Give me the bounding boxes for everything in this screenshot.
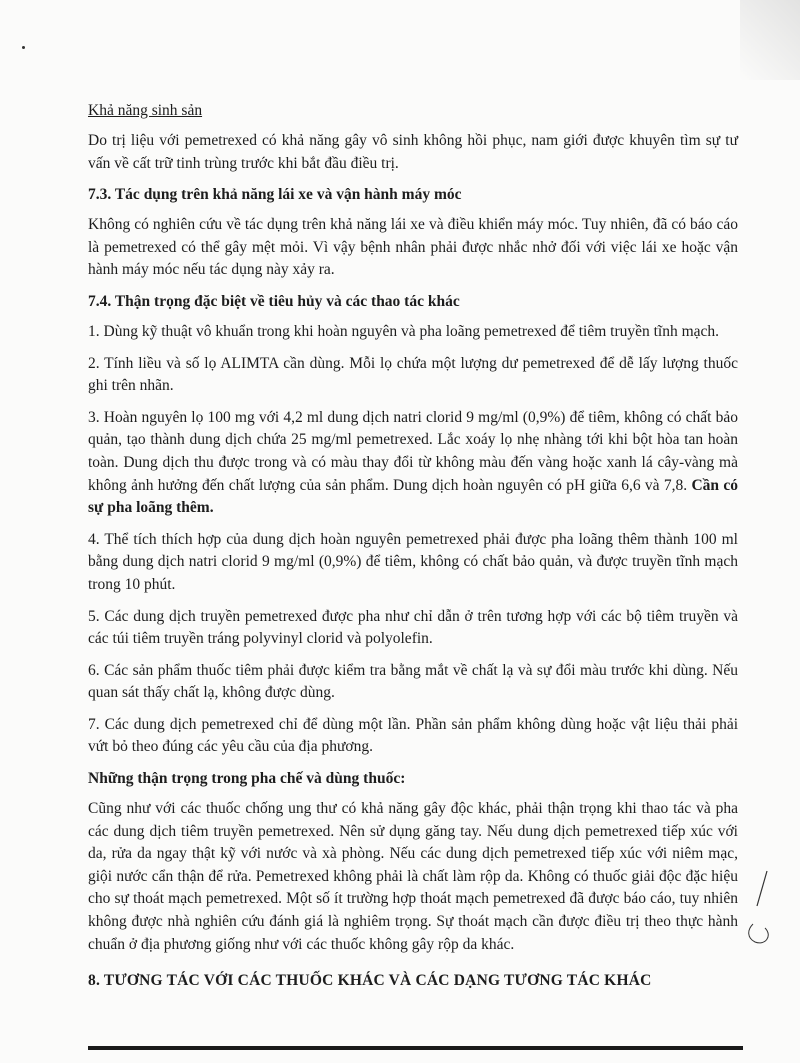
item-3-emphasis: Cần có sự pha loãng thêm.	[88, 476, 738, 517]
section-7-4-item-2: 2. Tính liều và số lọ ALIMTA cần dùng. Mỗi lọ chứa một lượng dư pemetrexed để dễ lấy lượng thuốc ghi trên nhãn.	[88, 354, 738, 395]
section-7-3-paragraph: Không có nghiên cứu về tác dụng trên khả năng lái xe và điều khiển máy móc. Tuy nhiên, đã có báo cáo là pemetrexed có thể gây mệt mỏi. Vì vậy bệnh nhân phải được nhắc nhở đối với việc lái xe hoặc vận hành máy móc nếu tác dụng này xảy ra.	[88, 216, 738, 279]
section-7-4-title: 7.4. Thận trọng đặc biệt về tiêu hủy và các thao tác khác	[88, 292, 460, 310]
document-page	[88, 100, 738, 992]
section-7-4-item-4: 4. Thể tích thích hợp của dung dịch hoàn nguyên pemetrexed phải được pha loãng thêm thành 100 ml bằng dung dịch natri clorid 9 mg/ml (0,9%) để tiêm, không có chất bảo quản, và được truyền tĩnh mạch trong 10 phút.	[88, 530, 738, 593]
section-7-3-title: 7.3. Tác dụng trên khả năng lái xe và vận hành máy móc	[88, 186, 462, 204]
precautions-paragraph: Cũng như với các thuốc chống ung thư có khả năng gây độc khác, phải thận trọng khi thao tác và pha các dung dịch tiêm truyền pemetrexed. Nên sử dụng găng tay. Nếu dung dịch pemetrexed tiếp xúc với da, rửa da ngay thật kỹ với nước và xà phòng. Nếu các dung dịch pemetrexed tiếp xúc với niêm mạc, giội nước cẩn thận để rửa. Pemetrexed không phải là chất làm rộp da. Không có thuốc giải độc đặc hiệu cho sự thoát mạch pemetrexed. Một số ít trường hợp thoát mạch pemetrexed đã được báo cáo, tuy nhiên không được nhà nghiên cứu đánh giá là nghiêm trọng. Sự thoát mạch cần được điều trị theo thực hành chuẩn ở địa phương giống như với các thuốc không gây rộp da khác.	[88, 800, 738, 953]
section-8-title: 8. TƯƠNG TÁC VỚI CÁC THUỐC KHÁC VÀ CÁC DẠNG TƯƠNG TÁC KHÁC	[88, 972, 652, 990]
footer-rule	[88, 1046, 743, 1050]
item-3-text: 3. Hoàn nguyên lọ 100 mg với 4,2 ml dung dịch natri clorid 9 mg/ml (0,9%) để tiêm, không có chất bảo quản, tạo thành dung dịch chứa 25 mg/ml pemetrexed. Lắc xoáy lọ nhẹ nhàng tới khi bột hòa tan hoàn toàn. Dung dịch thu được trong và có màu thay đổi từ không màu đến vàng hoặc xanh lá cây-vàng mà không ảnh hưởng đến chất lượng của sản phẩm. Dung dịch hoàn nguyên có pH giữa 6,6 và 7,8.	[88, 408, 738, 494]
section-7-4-item-3	[88, 407, 738, 520]
section-7-4-item-5: 5. Các dung dịch truyền pemetrexed được pha như chỉ dẫn ở trên tương hợp với các bộ tiêm truyền và các túi tiêm truyền tráng polyvinyl clorid và polyolefin.	[88, 607, 738, 648]
margin-pen-mark	[745, 866, 800, 976]
fertility-paragraph: Do trị liệu với pemetrexed có khả năng gây vô sinh không hồi phục, nam giới được khuyên tìm sự tư vấn về cất trữ tinh trùng trước khi bắt đầu điều trị.	[88, 132, 738, 172]
scan-edge-shadow	[740, 0, 800, 80]
section-7-4-item-1: 1. Dùng kỹ thuật vô khuẩn trong khi hoàn nguyên và pha loãng pemetrexed để tiêm truyền tĩnh mạch.	[88, 322, 720, 340]
precautions-title: Những thận trọng trong pha chế và dùng thuốc:	[88, 770, 406, 788]
scan-speck	[22, 46, 25, 49]
fertility-heading: Khả năng sinh sản	[88, 102, 203, 119]
section-7-4-item-6: 6. Các sản phẩm thuốc tiêm phải được kiểm tra bằng mắt về chất lạ và sự đổi màu trước khi dùng. Nếu quan sát thấy chất lạ, không được dùng.	[88, 661, 738, 702]
section-7-4-item-7: 7. Các dung dịch pemetrexed chỉ để dùng một lần. Phần sản phẩm không dùng hoặc vật liệu thải phải vứt bỏ theo đúng các yêu cầu của địa phương.	[88, 715, 738, 756]
